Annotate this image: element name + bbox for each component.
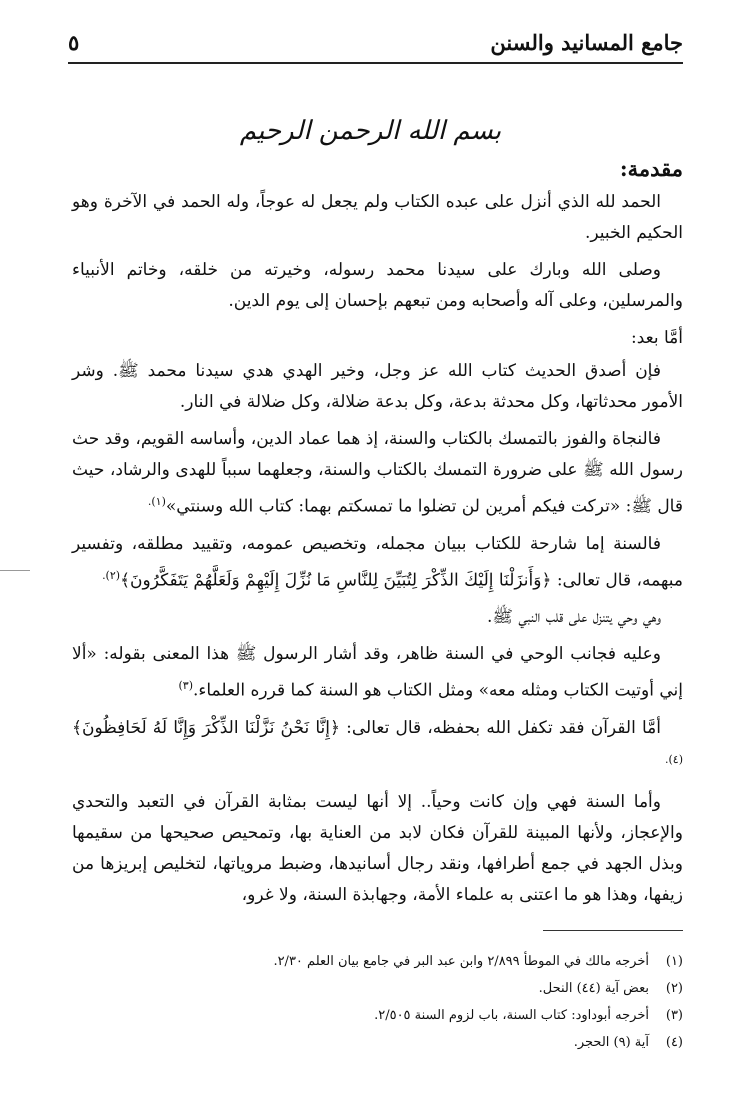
paragraph: وأما السنة فهي وإن كانت وحياً.. إلا أنها ليست بمثابة القرآن في التعبد والتحدي والإعجاز، ولأنها المبينة للقرآن فكان لابد من العناية بها، وتمحيص صحيحها من سقيمها وبذل الجهد في جمع أطرافها، ونقد رجال أسانيدها، وضبط مروياتها، لتخليص إبريزها من زيفها، وهذا هو ما اعتنى به علماء الأمة، وجهابذة السنة، ولا غرو، <box>72 791 683 905</box>
footnote-text: بعض آية (٤٤) النحل. <box>538 981 649 996</box>
paragraph: فإن أصدق الحديث كتاب الله عز وجل، وخير الهدي هدي سيدنا محمد ﷺ. وشر الأمور محدثاتها، وكل محدثة بدعة، وكل بدعة ضلالة، وكل ضلالة في النار. <box>72 361 683 412</box>
footnote-ref: (٢). <box>102 568 121 582</box>
footnote-ref: (٣) <box>178 679 193 693</box>
footnote-divider <box>543 930 683 931</box>
footnote-number: (٢) <box>665 981 683 996</box>
main-text <box>72 156 683 917</box>
page-number: ٥ <box>68 30 80 55</box>
footnotes <box>72 948 683 1056</box>
paragraph: فالسنة إما شارحة للكتاب ببيان مجمله، وتخصيص عمومه، وتقييد مطلقه، وتفسير مبهمه، قال تعالى: ﴿وَأَنزَلْنَا إِلَيْكَ الذِّكْرَ لِتُبَيِّنَ لِلنَّاسِ مَا نُزِّلَ إِلَيْهِمْ وَلَعَلَّهُمْ يَتَفَكَّرُونَ﴾$^{(٢).}$ <box>72 533 683 591</box>
paragraph: فالنجاة والفوز بالتمسك بالكتاب والسنة، إذ هما عماد الدين، وأساسه القويم، وقد حث رسول الله ﷺ على ضرورة التمسك بالكتاب والسنة، وجعلهما سبباً للهدى والرشاد، حيث قال ﷺ: «تركت فيكم أمرين لن تضلوا ما تمسكتم بهما: كتاب الله وسنتي»$^{(١).}$ <box>72 429 683 517</box>
footnote <box>72 975 683 1002</box>
footnote <box>72 948 683 975</box>
page-header <box>68 28 683 64</box>
footnote <box>72 1002 683 1029</box>
footnote-ref: (١). <box>147 495 166 508</box>
basmala: بسم الله الرحمن الرحيم <box>239 116 502 146</box>
paragraph: أمَّا بعد: <box>631 328 683 348</box>
paragraph: وعليه فجانب الوحي في السنة ظاهر، وقد أشار الرسول ﷺ هذا المعنى بقوله: «ألا إني أوتيت الكتاب ومثله معه» ومثل الكتاب هو السنة كما قرره العلماء.$^{(٣)}$ <box>72 644 683 701</box>
section-heading: مقدمة: <box>619 156 683 181</box>
running-title: جامع المسانيد والسنن <box>490 30 683 55</box>
paragraph: وهي وحي يتنزل على قلب النبي ﷺ. <box>487 607 661 628</box>
footnote-text: أخرجه مالك في الموطأ ٢/٨٩٩ وابن عبد البر في جامع بيان العلم ٢/٣٠. <box>273 954 649 969</box>
footnote-number: (٣) <box>665 1008 683 1023</box>
footnote-number: (١) <box>665 954 683 969</box>
margin-mark <box>0 570 30 571</box>
paragraph: وصلى الله وبارك على سيدنا محمد رسوله، وخيرته من خلقه، وخاتم الأنبياء والمرسلين، وعلى آله وأصحابه ومن تبعهم بإحسان إلى يوم الدين. <box>72 260 683 311</box>
footnote-text: أخرجه أبوداود: كتاب السنة، باب لزوم السنة ٢/٥٠٥. <box>374 1008 649 1023</box>
paragraph: الحمد لله الذي أنزل على عبده الكتاب ولم يجعل له عوجاً، وله الحمد في الآخرة وهو الحكيم الخبير. <box>72 192 683 243</box>
footnote-number: (٤) <box>665 1035 683 1050</box>
paragraph: أمَّا القرآن فقد تكفل الله بحفظه، قال تعالى: ﴿إِنَّا نَحْنُ نَزَّلْنَا الذِّكْرَ وَإِنَّا لَهُ لَحَافِظُونَ﴾$^{(٤).}$ <box>72 717 683 766</box>
footnote <box>72 1029 683 1056</box>
footnote-ref: (٤). <box>664 752 683 766</box>
footnote-text: آية (٩) الحجر. <box>573 1035 649 1050</box>
